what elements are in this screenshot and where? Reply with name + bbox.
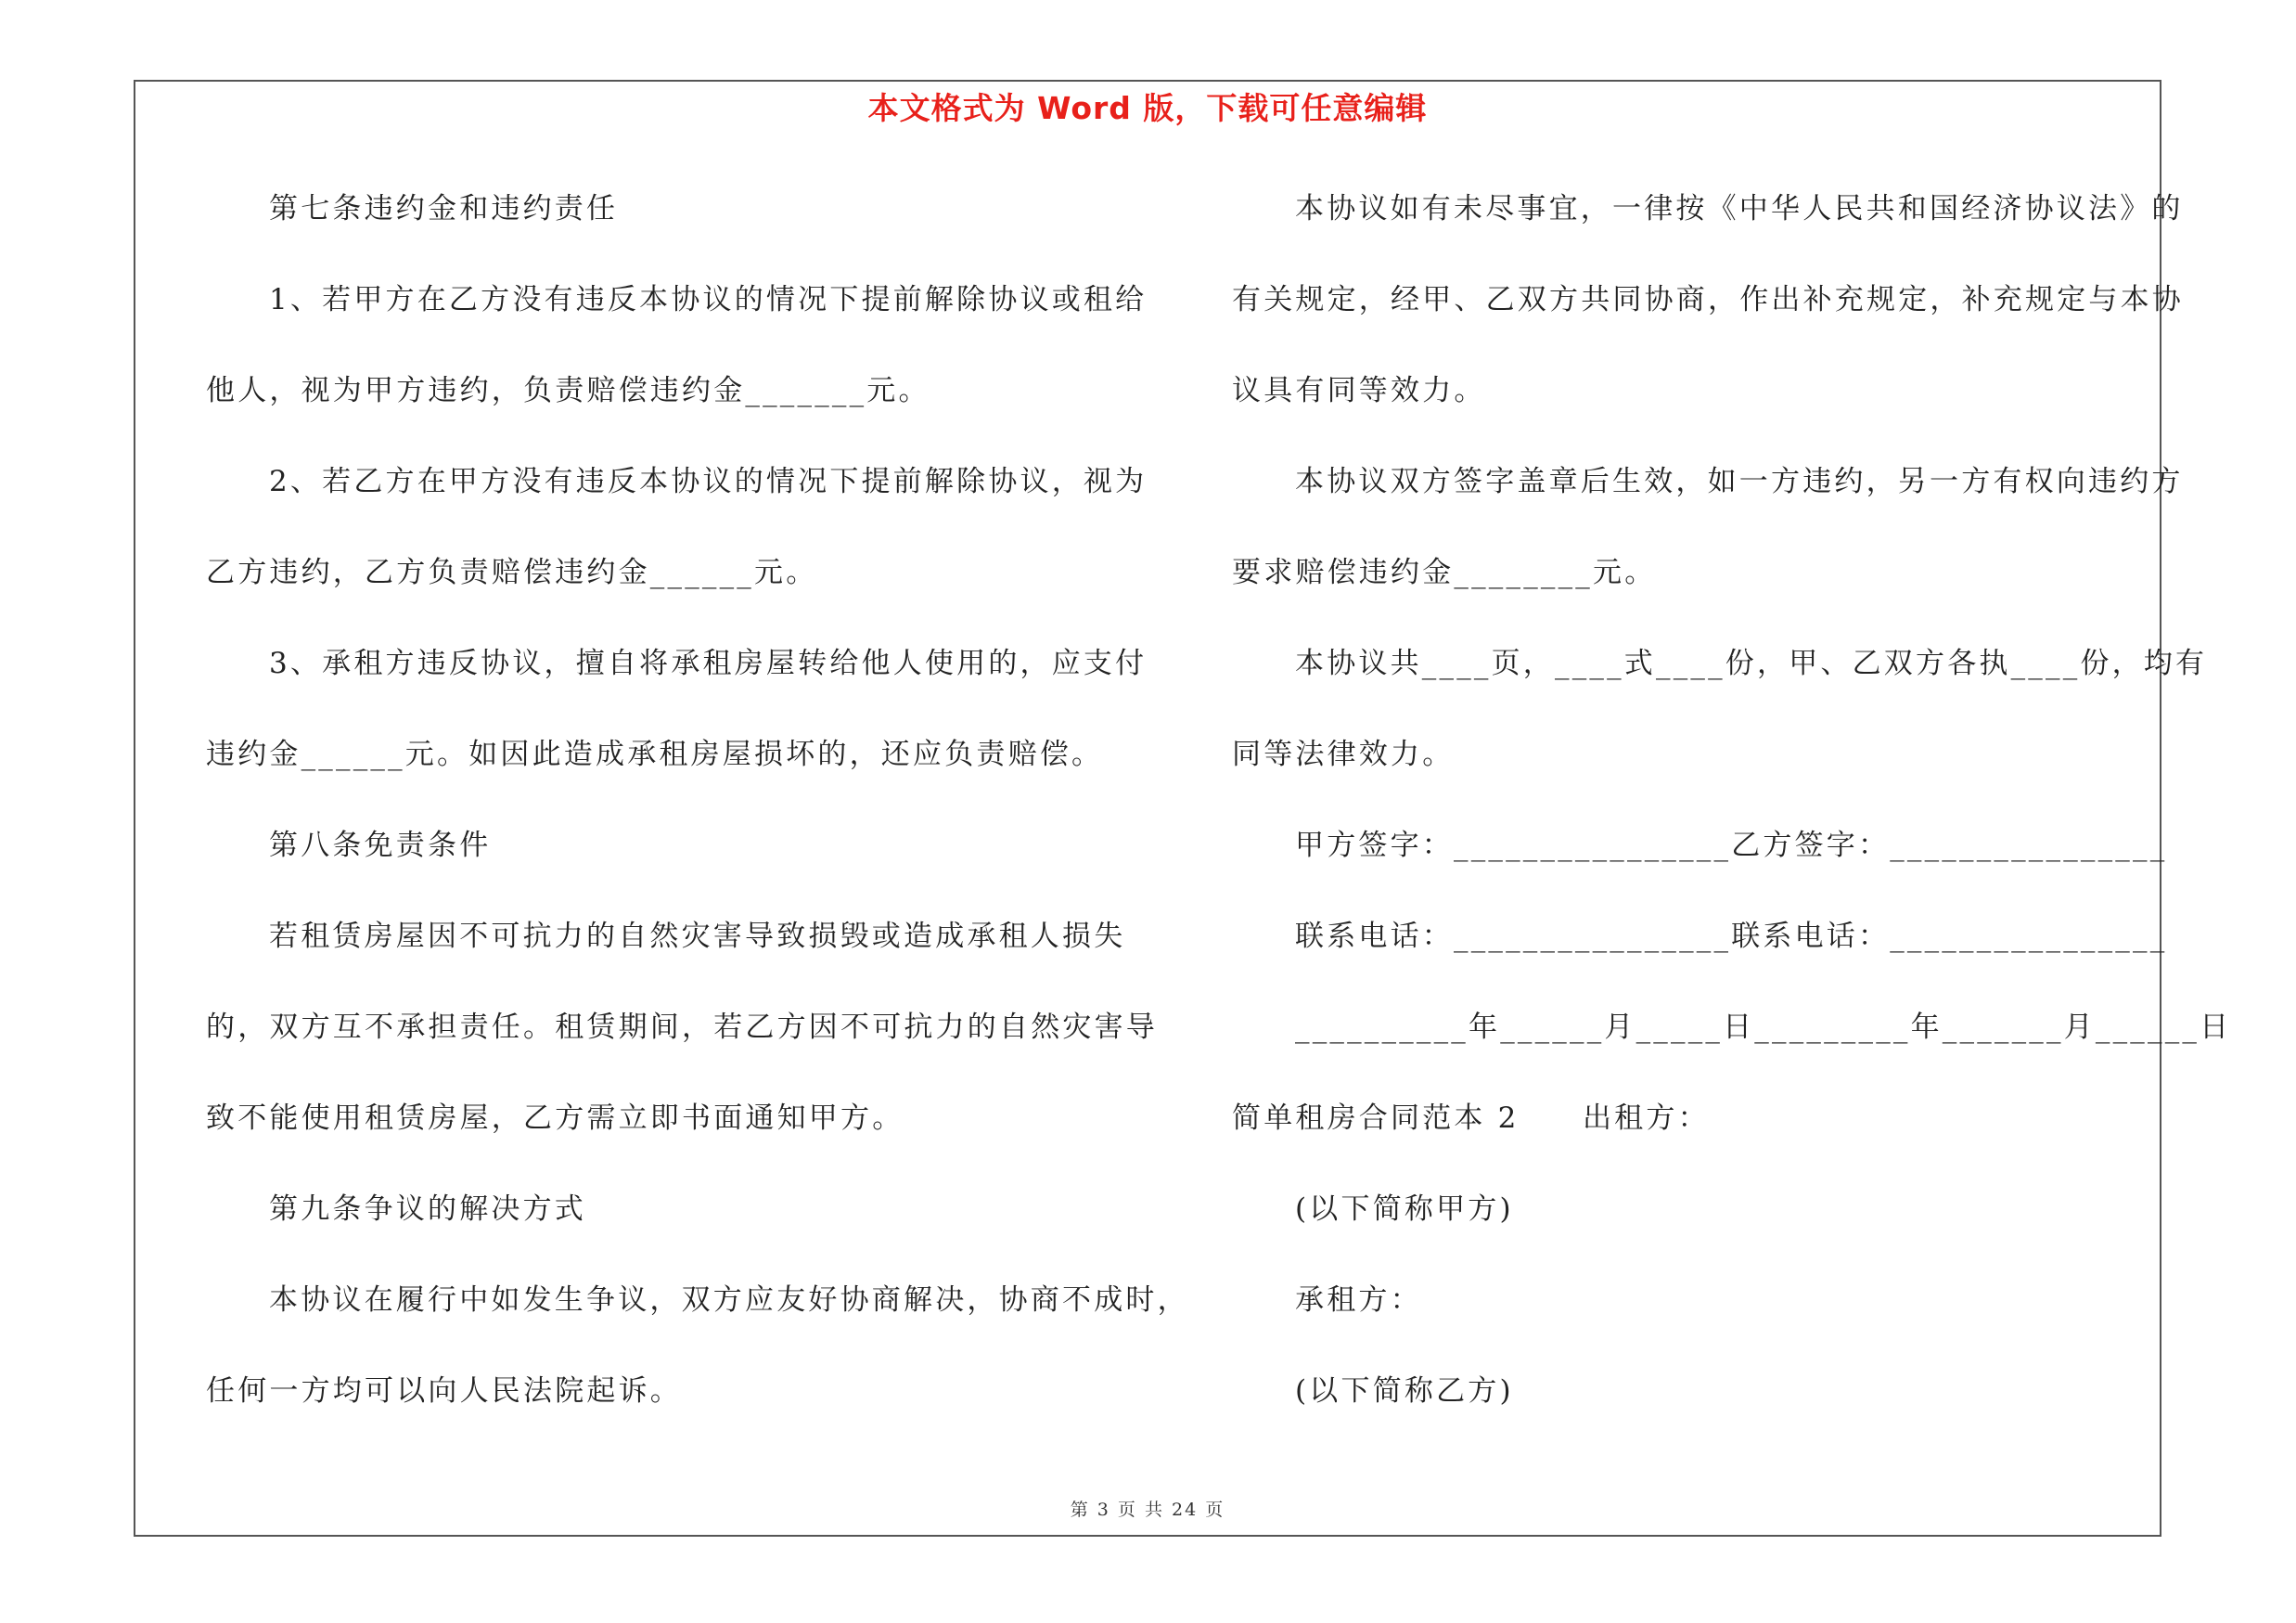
paragraph-line: 1、若甲方在乙方没有违反本协议的情况下提前解除协议或租给 xyxy=(269,283,1148,316)
page-number: 第 3 页 共 24 页 xyxy=(1070,1500,1225,1520)
paragraph-line: 2、若乙方在甲方没有违反本协议的情况下提前解除协议，视为 xyxy=(269,465,1148,498)
paragraph-line: 违约金______元。如因此造成承租房屋损坏的，还应负责赔偿。 xyxy=(206,738,1104,771)
article-7-heading: 第七条违约金和违约责任 xyxy=(269,192,619,225)
paragraph-line: 同等法律效力。 xyxy=(1232,738,1455,771)
article-8-heading: 第八条免责条件 xyxy=(269,829,492,862)
paragraph-line: 3、承租方违反协议，擅自将承租房屋转给他人使用的，应支付 xyxy=(269,647,1148,680)
paragraph-line: 若租赁房屋因不可抗力的自然灾害导致损毁或造成承租人损失 xyxy=(269,920,1126,953)
paragraph-line: 的，双方互不承担责任。租赁期间，若乙方因不可抗力的自然灾害导 xyxy=(206,1011,1158,1044)
paragraph-line: 有关规定，经甲、乙双方共同协商，作出补充规定，补充规定与本协 xyxy=(1232,283,2184,316)
paragraph-line: 本协议在履行中如发生争议，双方应友好协商解决，协商不成时， xyxy=(269,1283,1189,1317)
paragraph-line: 要求赔偿违约金________元。 xyxy=(1232,556,1657,589)
phone-line: 联系电话：________________联系电话：________________ xyxy=(1295,920,2168,953)
date-line: __________年______月_____日_________年_______月______日 xyxy=(1295,1011,2232,1044)
paragraph-line: 任何一方均可以向人民法院起诉。 xyxy=(206,1374,682,1408)
paragraph-line: 乙方违约，乙方负责赔偿违约金______元。 xyxy=(206,556,818,589)
paragraph-line: 致不能使用租赁房屋，乙方需立即书面通知甲方。 xyxy=(206,1101,904,1135)
paragraph-line: 承租方： xyxy=(1295,1283,1422,1317)
signature-line: 甲方签字：________________乙方签字：________________ xyxy=(1295,829,2168,862)
article-9-heading: 第九条争议的解决方式 xyxy=(269,1192,586,1226)
paragraph-line: (以下简称乙方) xyxy=(1295,1374,1514,1408)
paragraph-line: 本协议双方签字盖章后生效，如一方违约，另一方有权向违约方 xyxy=(1295,465,2184,498)
paragraph-line: 议具有同等效力。 xyxy=(1232,374,1486,407)
paragraph-line: 本协议共____页，____式____份，甲、乙双方各执____份，均有 xyxy=(1295,647,2208,680)
paragraph-line: (以下简称甲方) xyxy=(1295,1192,1514,1226)
format-banner: 本文格式为 Word 版，下载可任意编辑 xyxy=(867,90,1428,126)
paragraph-line: 本协议如有未尽事宜，一律按《中华人民共和国经济协议法》的 xyxy=(1295,192,2184,225)
paragraph-line: 他人，视为甲方违约，负责赔偿违约金_______元。 xyxy=(206,374,930,407)
template-title-line: 简单租房合同范本 2 出租方： xyxy=(1232,1101,1710,1135)
